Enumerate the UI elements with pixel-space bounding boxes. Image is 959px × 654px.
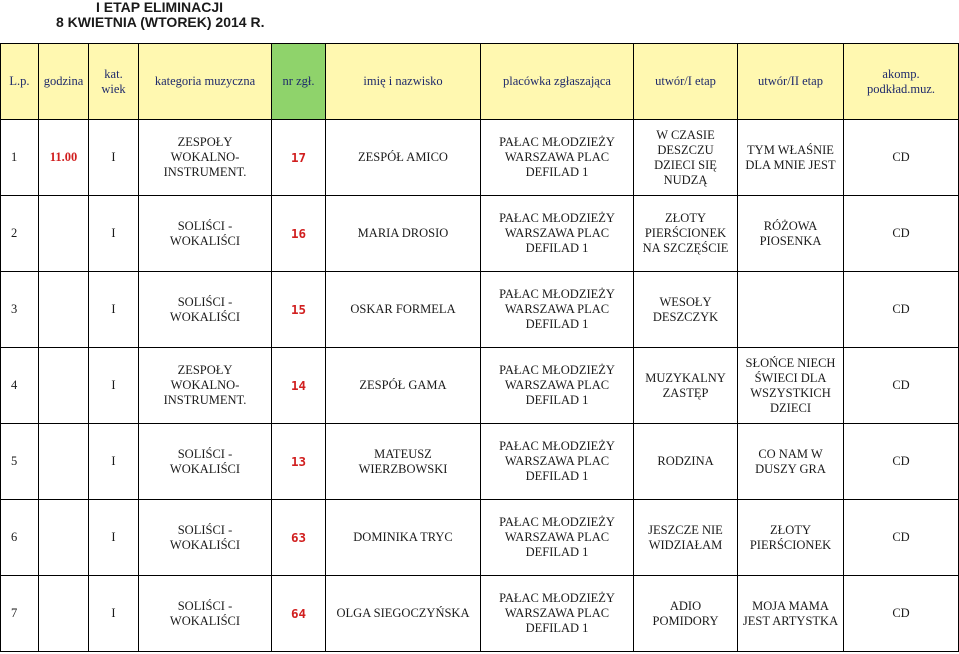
cell-placowka: PAŁAC MŁODZIEŻY WARSZAWA PLAC DEFILAD 1 — [481, 424, 634, 500]
cell-nr: 16 — [272, 196, 326, 272]
cell-utwor-2: CO NAM W DUSZY GRA — [738, 424, 844, 500]
header-kategoria: kategoria muzyczna — [139, 44, 272, 120]
cell-akomp: CD — [844, 500, 959, 576]
cell-nr: 63 — [272, 500, 326, 576]
cell-utwor-1: WESOŁY DESZCZYK — [634, 272, 738, 348]
cell-utwor-2: RÓŻOWA PIOSENKA — [738, 196, 844, 272]
cell-utwor-2: MOJA MAMA JEST ARTYSTKA — [738, 576, 844, 652]
cell-akomp: CD — [844, 424, 959, 500]
cell-godzina — [39, 500, 89, 576]
cell-godzina — [39, 424, 89, 500]
cell-nr: 17 — [272, 120, 326, 196]
cell-utwor-1: W CZASIE DESZCZU DZIECI SIĘ NUDZĄ — [634, 120, 738, 196]
cell-placowka: PAŁAC MŁODZIEŻY WARSZAWA PLAC DEFILAD 1 — [481, 196, 634, 272]
table-row — [1, 272, 959, 348]
cell-placowka: PAŁAC MŁODZIEŻY WARSZAWA PLAC DEFILAD 1 — [481, 500, 634, 576]
cell-utwor-1: ADIO POMIDORY — [634, 576, 738, 652]
cell-kategoria: ZESPOŁY WOKALNO-INSTRUMENT. — [139, 120, 272, 196]
cell-utwor-2 — [738, 272, 844, 348]
cell-kategoria: SOLIŚCI - WOKALIŚCI — [139, 272, 272, 348]
cell-kat: I — [89, 500, 139, 576]
cell-kat: I — [89, 576, 139, 652]
table-row — [1, 196, 959, 272]
cell-akomp: CD — [844, 120, 959, 196]
cell-utwor-1: ZŁOTY PIERŚCIONEK NA SZCZĘŚCIE — [634, 196, 738, 272]
cell-godzina — [39, 272, 89, 348]
cell-lp: 4 — [1, 348, 39, 424]
header-utwor-2: utwór/II etap — [738, 44, 844, 120]
header-placowka: placówka zgłaszająca — [481, 44, 634, 120]
cell-utwor-1: RODZINA — [634, 424, 738, 500]
cell-godzina — [39, 196, 89, 272]
title-line-2: 8 KWIETNIA (WTOREK) 2014 R. — [56, 14, 265, 30]
cell-godzina — [39, 348, 89, 424]
cell-lp: 6 — [1, 500, 39, 576]
cell-imie: ZESPÓŁ GAMA — [326, 348, 481, 424]
cell-nr: 64 — [272, 576, 326, 652]
header-row — [1, 44, 959, 120]
schedule-table — [0, 43, 959, 652]
table-row — [1, 576, 959, 652]
cell-kategoria: SOLIŚCI - WOKALIŚCI — [139, 424, 272, 500]
cell-lp: 7 — [1, 576, 39, 652]
title-line-1: I ETAP ELIMINACJI — [96, 0, 224, 15]
header-akomp: akomp. podkład.muz. — [844, 44, 959, 120]
cell-godzina — [39, 576, 89, 652]
cell-kategoria: SOLIŚCI - WOKALIŚCI — [139, 196, 272, 272]
header-lp: L.p. — [1, 44, 39, 120]
cell-utwor-2: SŁOŃCE NIECH ŚWIECI DLA WSZYSTKICH DZIECI — [738, 348, 844, 424]
cell-imie: OLGA SIEGOCZYŃSKA — [326, 576, 481, 652]
cell-placowka: PAŁAC MŁODZIEŻY WARSZAWA PLAC DEFILAD 1 — [481, 120, 634, 196]
cell-placowka: PAŁAC MŁODZIEŻY WARSZAWA PLAC DEFILAD 1 — [481, 576, 634, 652]
cell-akomp: CD — [844, 576, 959, 652]
cell-imie: MARIA DROSIO — [326, 196, 481, 272]
header-godzina: godzina — [39, 44, 89, 120]
cell-kat: I — [89, 424, 139, 500]
header-nr-zgl: nr zgł. — [272, 44, 326, 120]
cell-nr: 15 — [272, 272, 326, 348]
document-title — [0, 0, 400, 30]
cell-nr: 14 — [272, 348, 326, 424]
table-row — [1, 500, 959, 576]
cell-akomp: CD — [844, 348, 959, 424]
cell-godzina: 11.00 — [39, 120, 89, 196]
table-row — [1, 348, 959, 424]
cell-placowka: PAŁAC MŁODZIEŻY WARSZAWA PLAC DEFILAD 1 — [481, 348, 634, 424]
cell-akomp: CD — [844, 272, 959, 348]
cell-lp: 3 — [1, 272, 39, 348]
header-imie-nazwisko: imię i nazwisko — [326, 44, 481, 120]
cell-utwor-2: TYM WŁAŚNIE DLA MNIE JEST — [738, 120, 844, 196]
header-utwor-1: utwór/I etap — [634, 44, 738, 120]
cell-kategoria: ZESPOŁY WOKALNO-INSTRUMENT. — [139, 348, 272, 424]
cell-lp: 1 — [1, 120, 39, 196]
cell-placowka: PAŁAC MŁODZIEŻY WARSZAWA PLAC DEFILAD 1 — [481, 272, 634, 348]
cell-kat: I — [89, 272, 139, 348]
cell-kat: I — [89, 196, 139, 272]
cell-akomp: CD — [844, 196, 959, 272]
cell-kat: I — [89, 120, 139, 196]
cell-imie: OSKAR FORMELA — [326, 272, 481, 348]
cell-kategoria: SOLIŚCI - WOKALIŚCI — [139, 576, 272, 652]
cell-lp: 2 — [1, 196, 39, 272]
cell-imie: ZESPÓŁ AMICO — [326, 120, 481, 196]
header-kat-wiek: kat. wiek — [89, 44, 139, 120]
cell-lp: 5 — [1, 424, 39, 500]
cell-utwor-2: ZŁOTY PIERŚCIONEK — [738, 500, 844, 576]
table-row — [1, 120, 959, 196]
cell-imie: MATEUSZ WIERZBOWSKI — [326, 424, 481, 500]
cell-kat: I — [89, 348, 139, 424]
cell-nr: 13 — [272, 424, 326, 500]
cell-kategoria: SOLIŚCI - WOKALIŚCI — [139, 500, 272, 576]
cell-imie: DOMINIKA TRYC — [326, 500, 481, 576]
table-row — [1, 424, 959, 500]
cell-utwor-1: JESZCZE NIE WIDZIAŁAM — [634, 500, 738, 576]
cell-utwor-1: MUZYKALNY ZASTĘP — [634, 348, 738, 424]
